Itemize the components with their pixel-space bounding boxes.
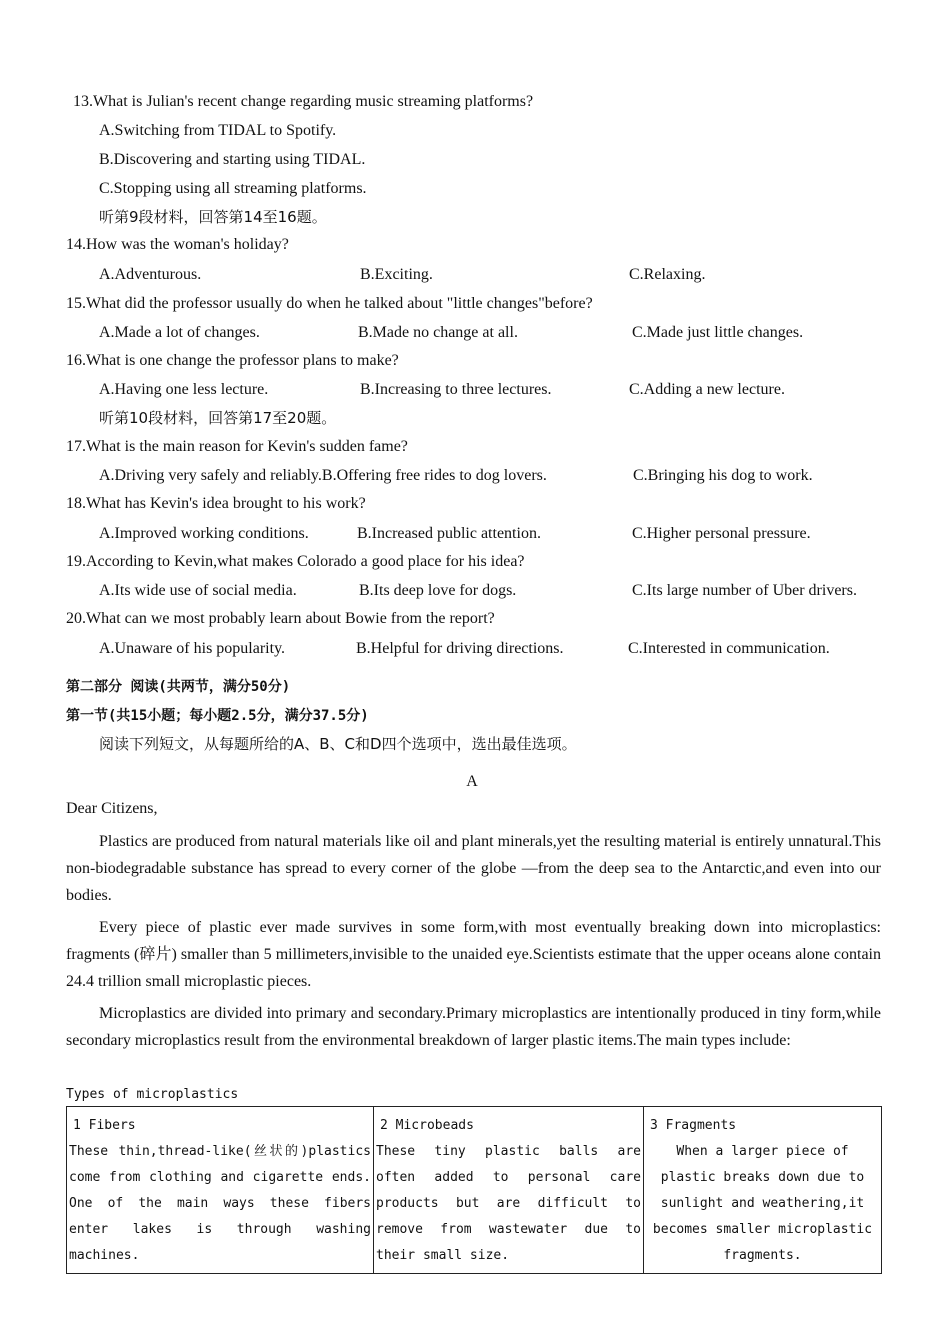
table-cell-fibers xyxy=(67,1107,374,1274)
paragraph-1-text: Plastics are produced from natural materials like oil and plant minerals,yet the resulting material is entirely unnatural.This non-biodegradable substance has spread to every corner of the globe —from the deep sea to the Antarctic,and even into our bodies. xyxy=(66,833,881,904)
table-cell-microbeads xyxy=(374,1107,644,1274)
option-14c: C.Relaxing. xyxy=(629,266,706,283)
table-caption: Types of microplastics xyxy=(66,1087,239,1102)
fibers-title: 1 Fibers xyxy=(73,1118,136,1133)
letter-greeting: Dear Citizens, xyxy=(66,800,158,817)
question-15: 15.What did the professor usually do when he talked about "little changes"before? xyxy=(66,295,593,312)
option-13a: A.Switching from TIDAL to Spotify. xyxy=(99,122,337,139)
paragraph-2-text: Every piece of plastic ever made survives in some form,with most eventually breaking down into microplastics: fragments (碎片) smaller than 5 millimeters,invisible to the unaided eye.Scientists estimate that the upper oceans alone contain 24.4 trillion small microplastic pieces. xyxy=(66,919,881,990)
option-19c: C.Its large number of Uber drivers. xyxy=(632,582,857,599)
option-17ab: A.Driving very safely and reliably.B.Offering free rides to dog lovers. xyxy=(99,467,547,484)
passage-letter: A xyxy=(466,773,478,790)
option-19b: B.Its deep love for dogs. xyxy=(359,582,517,599)
paragraph-2 xyxy=(66,914,881,995)
option-15a: A.Made a lot of changes. xyxy=(99,324,260,341)
question-16: 16.What is one change the professor plans to make? xyxy=(66,352,399,369)
option-16a: A.Having one less lecture. xyxy=(99,381,269,398)
fragments-title: 3 Fragments xyxy=(650,1118,737,1133)
section1-heading: 第一节(共15小题；每小题2.5分，满分37.5分) xyxy=(66,708,369,724)
microbeads-title: 2 Microbeads xyxy=(380,1118,474,1133)
option-14b: B.Exciting. xyxy=(360,266,433,283)
option-20a: A.Unaware of his popularity. xyxy=(99,640,286,657)
microbeads-body: These tiny plastic balls are often added to personal care products but are difficult to remove from wastewater due to their small size. xyxy=(376,1144,641,1263)
option-18a: A.Improved working conditions. xyxy=(99,525,309,542)
section-9-instruction: 听第9段材料，回答第14至16题。 xyxy=(99,208,327,226)
option-15b: B.Made no change at all. xyxy=(358,324,518,341)
microplastics-table xyxy=(66,1106,882,1274)
option-16c: C.Adding a new lecture. xyxy=(629,381,785,398)
option-14a: A.Adventurous. xyxy=(99,266,202,283)
option-18b: B.Increased public attention. xyxy=(357,525,541,542)
fragments-body: When a larger piece of plastic breaks down due to sunlight and weathering,it becomes smaller microplastic fragments. xyxy=(652,1144,873,1263)
question-20: 20.What can we most probably learn about Bowie from the report? xyxy=(66,610,495,627)
paragraph-3-text: Microplastics are divided into primary and secondary.Primary microplastics are intentionally produced in tiny form,while secondary microplastics result from the environmental breakdown of larger plastic items.The main types include: xyxy=(66,1005,881,1049)
option-20b: B.Helpful for driving directions. xyxy=(356,640,564,657)
question-14: 14.How was the woman's holiday? xyxy=(66,236,289,253)
option-17c: C.Bringing his dog to work. xyxy=(633,467,813,484)
paragraph-1 xyxy=(66,828,881,909)
option-19a: A.Its wide use of social media. xyxy=(99,582,297,599)
question-13: 13.What is Julian's recent change regarding music streaming platforms? xyxy=(73,93,534,110)
paragraph-3 xyxy=(66,1000,881,1054)
question-19: 19.According to Kevin,what makes Colorado a good place for his idea? xyxy=(66,553,525,570)
option-18c: C.Higher personal pressure. xyxy=(632,525,811,542)
option-20c: C.Interested in communication. xyxy=(628,640,830,657)
question-18: 18.What has Kevin's idea brought to his work? xyxy=(66,495,366,512)
option-15c: C.Made just little changes. xyxy=(632,324,804,341)
option-16b: B.Increasing to three lectures. xyxy=(360,381,552,398)
part2-heading: 第二部分 阅读(共两节，满分50分) xyxy=(66,679,291,695)
table-cell-fragments xyxy=(644,1107,882,1274)
section-10-instruction: 听第10段材料，回答第17至20题。 xyxy=(99,409,337,427)
reading-instruction: 阅读下列短文，从每题所给的A、B、C和D四个选项中，选出最佳选项。 xyxy=(99,735,577,753)
table-row xyxy=(67,1107,882,1274)
option-13b: B.Discovering and starting using TIDAL. xyxy=(99,151,366,168)
option-13c: C.Stopping using all streaming platforms. xyxy=(99,180,367,197)
question-17: 17.What is the main reason for Kevin's sudden fame? xyxy=(66,438,408,455)
fibers-body: These thin,thread-like(丝状的)plastics come from clothing and cigarette ends. One of the main ways these fibers enter lakes is through washing machines. xyxy=(69,1144,371,1263)
